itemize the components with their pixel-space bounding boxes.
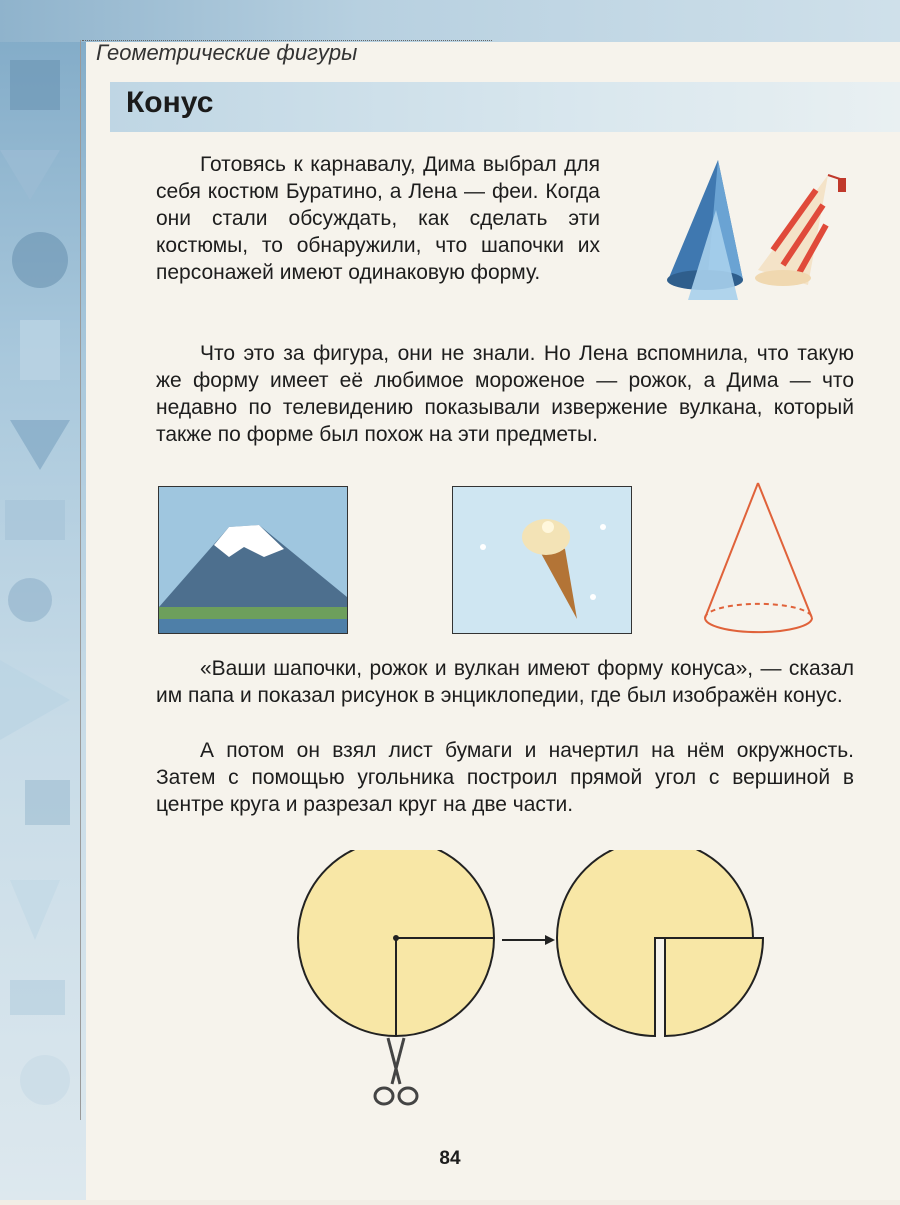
ice-cream-icon [453, 487, 631, 633]
hats-icon [648, 150, 858, 310]
paragraph-1 [156, 151, 600, 286]
paragraph-4-text: А потом он взял лист бумаги и начертил на нём окружность. Затем с помощью угольника построил прямой угол с вершиной в центре круга и разрезал круг на две части. [156, 739, 854, 816]
scissors-icon [368, 1036, 424, 1110]
paragraph-3 [156, 655, 854, 709]
paragraph-1-text: Готовясь к карнавалу, Дима выбрал для себя костюм Буратино, а Лена — феи. Когда они стали обсуждать, как сделать эти костюмы, то обнаружили, что шапочки их персонажей имеют одинаковую форму. [156, 153, 600, 284]
page-number: 84 [439, 1148, 461, 1169]
paragraph-2 [156, 340, 854, 448]
paragraph-4 [156, 737, 854, 818]
arrow-right-icon [545, 935, 555, 945]
paragraph-3-text: «Ваши шапочки, рожок и вулкан имеют форму конуса», — сказал им папа и показал рисунок в энциклопедии, где был изображён конус. [156, 657, 854, 707]
top-band [0, 0, 900, 42]
ice-cream-picture [452, 486, 632, 634]
quarter-piece [665, 938, 763, 1036]
circle-cutting-diagram [290, 850, 770, 1040]
decorative-side-strip [0, 0, 86, 1200]
margin-line [80, 40, 81, 1120]
paragraph-2-text: Что это за фигура, они не знали. Но Лена вспомнила, что такую же форму имеет её любимое мороженое — рожок, а Дима — что недавно по телевидению показывали извержение вулкана, который также по форме был похож на эти предметы. [156, 342, 854, 446]
volcano-picture [158, 486, 348, 634]
geometric-pattern-icon [0, 0, 86, 1200]
section-header: Геометрические фигуры [96, 40, 358, 65]
title-bar [110, 82, 900, 132]
cone-icon [690, 478, 830, 648]
mountain-icon [159, 487, 347, 633]
page-title: Конус [126, 86, 214, 119]
